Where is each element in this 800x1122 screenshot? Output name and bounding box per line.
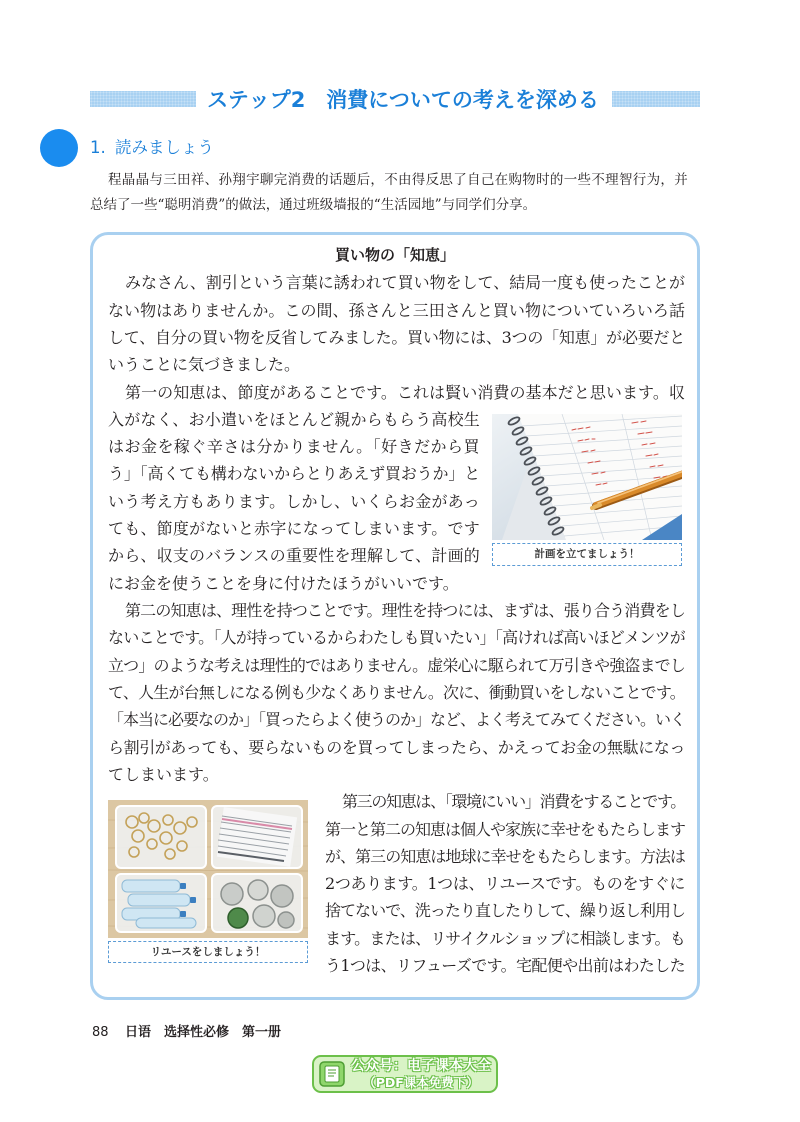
container-cans — [212, 874, 302, 932]
section-heading-text: 読みましょう — [115, 138, 214, 157]
article-line: 「本当に必要なのか」「買ったらよく使うのか」など、よく考えてみてください。いく — [108, 710, 685, 730]
intro-paragraph — [90, 168, 688, 218]
page-footer — [92, 1024, 281, 1042]
article-line: ても、節度がないと赤字になってしまいます。です — [108, 519, 480, 539]
article-line: ないことです。「人が持っているからわたしも買いたい」「高ければ高いほどメンツが — [108, 628, 685, 648]
article-line: う」「高くても構わないからとりあえず買おうか」と — [108, 464, 480, 484]
page-number: 88 — [92, 1025, 109, 1040]
article-line: 第一と第二の知恵は個人や家族に幸せをもたらします — [325, 819, 685, 839]
header-bar-right — [612, 91, 700, 107]
article-title: 買い物の「知恵」 — [334, 246, 455, 264]
article-line: てしまいます。 — [108, 764, 219, 784]
article-line: ます。または、リサイクルショップに相談します。も — [325, 928, 685, 948]
header-bar-left — [90, 91, 196, 107]
book-icon — [319, 1061, 345, 1087]
reuse-photo — [108, 800, 308, 938]
section-heading — [90, 136, 214, 160]
article-line: いうことに気づきました。 — [108, 355, 301, 375]
article-line: う1つは、リフューズです。宅配便や出前はわたした — [325, 956, 685, 976]
container-bottles — [116, 874, 206, 932]
article-line: 入がなく、お小遣いをほとんど親からもらう高校生 — [108, 409, 480, 429]
watermark-stamp — [312, 1055, 498, 1093]
intro-line: 程晶晶与三田祥、孙翔宇聊完消费的话题后，不由得反思了自己在购物时的一些不理智行为，并 — [108, 172, 688, 188]
container-papers — [212, 806, 302, 868]
container-keyrings — [116, 806, 206, 868]
section-bullet-circle — [40, 129, 78, 167]
article-line: にお金を使うことを身に付けたほうがいいです。 — [108, 573, 459, 593]
watermark-line-1: 公众号：电子课本大全 — [351, 1058, 491, 1074]
storage-containers-illustration — [108, 800, 308, 938]
article-line: みなさん、割引という言葉に誘われて買い物をして、結局一度も使ったことが — [125, 273, 685, 293]
article-line: ない物はありませんか。この間、孫さんと三田さんと買い物についていろいろ話 — [108, 300, 685, 320]
article-line: 2つあります。1つは、リユースです。ものをすぐに — [325, 874, 685, 894]
article-line: 第二の知恵は、理性を持つことです。理性を持つには、まずは、張り合う消費をし — [125, 601, 685, 621]
article-line: いう考え方もあります。しかし、いくらお金があっ — [108, 491, 480, 511]
article-line: から、収支のバランスの重要性を理解して、計画的 — [108, 546, 480, 566]
watermark-line-2: （PDF课本免费下） — [363, 1075, 479, 1090]
watermark-text — [348, 1057, 494, 1091]
article-line: 捨てないで、洗ったり直したりして、繰り返し利用し — [325, 901, 685, 921]
figure-caption-reuse: リユースをしましょう！ — [108, 941, 308, 963]
step-title — [198, 84, 608, 116]
article-line: て、人生が台無しになる例も少なくありません。次に、衝動買いをしないことです。 — [108, 682, 685, 702]
intro-line: 总结了一些“聪明消费”的做法，通过班级墙报的“生活园地”与同学们分享。 — [90, 197, 537, 213]
article-line: が、第三の知恵は地球に幸せをもたらします。方法は — [325, 846, 685, 866]
article-line: ら割引があっても、要らないものを買ってしまったら、かえってお金の無駄になっ — [108, 737, 685, 757]
step-title-text: ステップ2 消費についての考えを深める — [207, 88, 599, 112]
article-line: はお金を稼ぐ辛さは分かりません。「好きだから買 — [108, 437, 480, 457]
figure-caption-plan: 計画を立てましょう！ — [492, 543, 682, 566]
article-line: 第一の知恵は、節度があることです。これは賢い消費の基本だと思います。収 — [125, 382, 685, 402]
section-number: 1. — [90, 138, 106, 157]
article-line: して、自分の買い物を反省してみました。買い物には、3つの「知恵」が必要だと — [108, 327, 685, 347]
planning-photo — [492, 414, 682, 540]
notebook-pen-illustration — [492, 414, 682, 540]
article-line: 第三の知恵は、「環境にいい」消費をすることです。 — [342, 792, 685, 812]
book-title: 日语 选择性必修 第一册 — [125, 1025, 282, 1040]
article-line: 立つ」のような考えは理性的ではありません。虚栄心に駆られて万引きや強盗までし — [108, 655, 685, 675]
